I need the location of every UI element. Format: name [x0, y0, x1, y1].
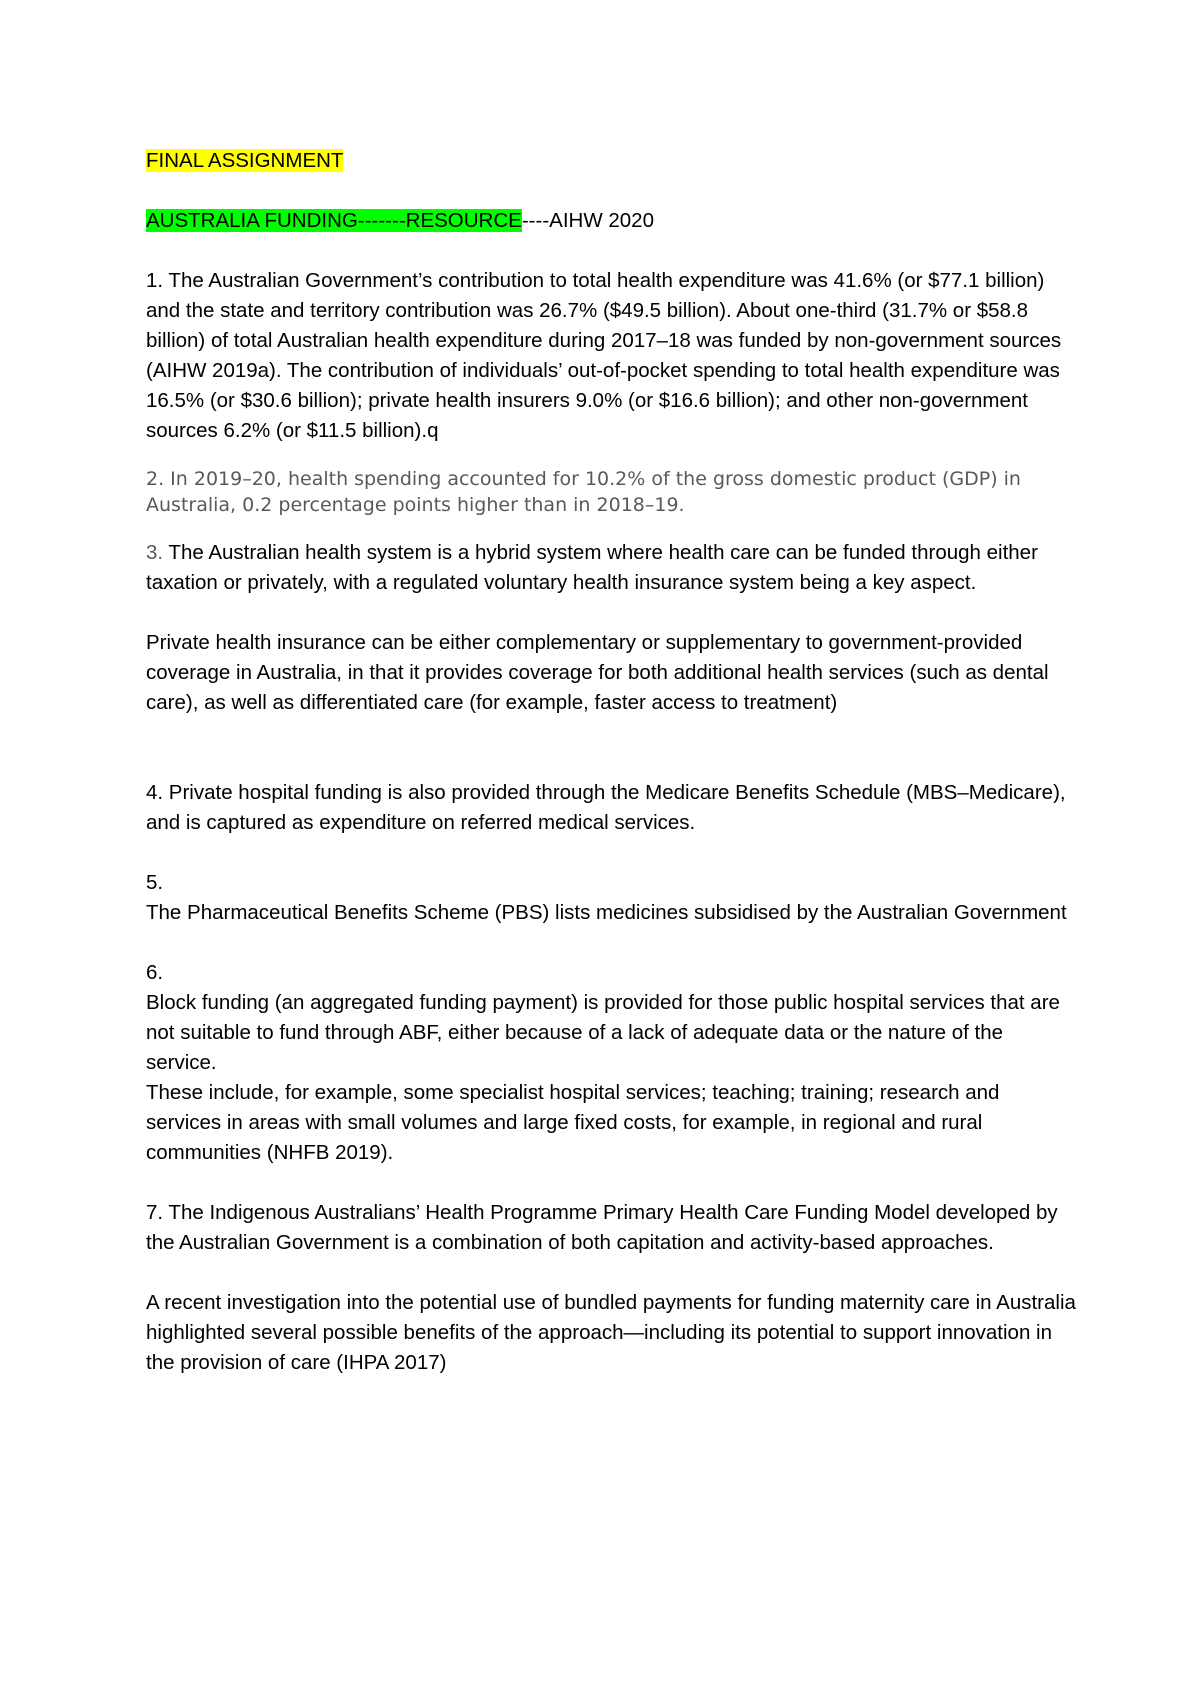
- paragraph-6: Block funding (an aggregated funding payment) is provided for those public hospital services that are not suitable to fund through ABF, either because of a lack of adequate data or the nature of the service.: [146, 991, 1060, 1074]
- paragraph-7: 7. The Indigenous Australians’ Health Programme Primary Health Care Funding Model developed by the Australian Government is a combination of both capitation and activity-based approaches.: [146, 1201, 1058, 1254]
- document-body: [146, 146, 1076, 1378]
- paragraph-3b: Private health insurance can be either complementary or supplementary to government-provided coverage in Australia, in that it provides coverage for both additional health services (such as dental care), as well as differentiated care (for example, faster access to treatment): [146, 631, 1049, 714]
- paragraph-8: A recent investigation into the potential use of bundled payments for funding maternity care in Australia highlighted several possible benefits of the approach—including its potential to support innovation in the provision of care (IHPA 2017): [146, 1291, 1076, 1374]
- paragraph-6b: These include, for example, some specialist hospital services; teaching; training; research and services in areas with small volumes and large fixed costs, for example, in regional and rural communities (NHFB 2019).: [146, 1081, 1000, 1164]
- source-reference: ----AIHW 2020: [521, 209, 654, 232]
- document-title-line: [146, 146, 1076, 176]
- paragraph-2: 2. In 2019–20, health spending accounted for 10.2% of the gross domestic product (GDP) in Australia, 0.2 percentage points higher than in 2018–19.: [146, 468, 1021, 516]
- paragraph-3-text: The Australian health system is a hybrid system where health care can be funded through either taxation or privately, with a regulated voluntary health insurance system being a key aspect.: [146, 541, 1038, 594]
- paragraph-5: The Pharmaceutical Benefits Scheme (PBS) lists medicines subsidised by the Australian Government: [146, 901, 1067, 924]
- paragraph-5-number: 5.: [146, 871, 164, 894]
- document-title: FINAL ASSIGNMENT: [146, 149, 344, 172]
- paragraph-6-number: 6.: [146, 961, 164, 984]
- paragraph-4: 4. Private hospital funding is also provided through the Medicare Benefits Schedule (MBS–Medicare), and is captured as expenditure on referred medical services.: [146, 781, 1066, 834]
- source-highlight: AUSTRALIA FUNDING-------RESOURCE: [146, 209, 522, 232]
- source-line: [146, 206, 1076, 236]
- paragraph-1: 1. The Australian Government’s contribution to total health expenditure was 41.6% (or $77.1 billion) and the state and territory contribution was 26.7% ($49.5 billion). About one-third (31.7% or $58.8 billion) of total Australian health expenditure during 2017–18 was funded by non-government sources (AIHW 2019a). The contribution of individuals’ out-of-pocket spending to total health expenditure was 16.5% (or $30.6 billion); private health insurers 9.0% (or $16.6 billion); and other non-government sources 6.2% (or $11.5 billion).q: [146, 269, 1062, 442]
- paragraph-3: [146, 538, 1076, 598]
- paragraph-3-number: 3.: [146, 541, 164, 564]
